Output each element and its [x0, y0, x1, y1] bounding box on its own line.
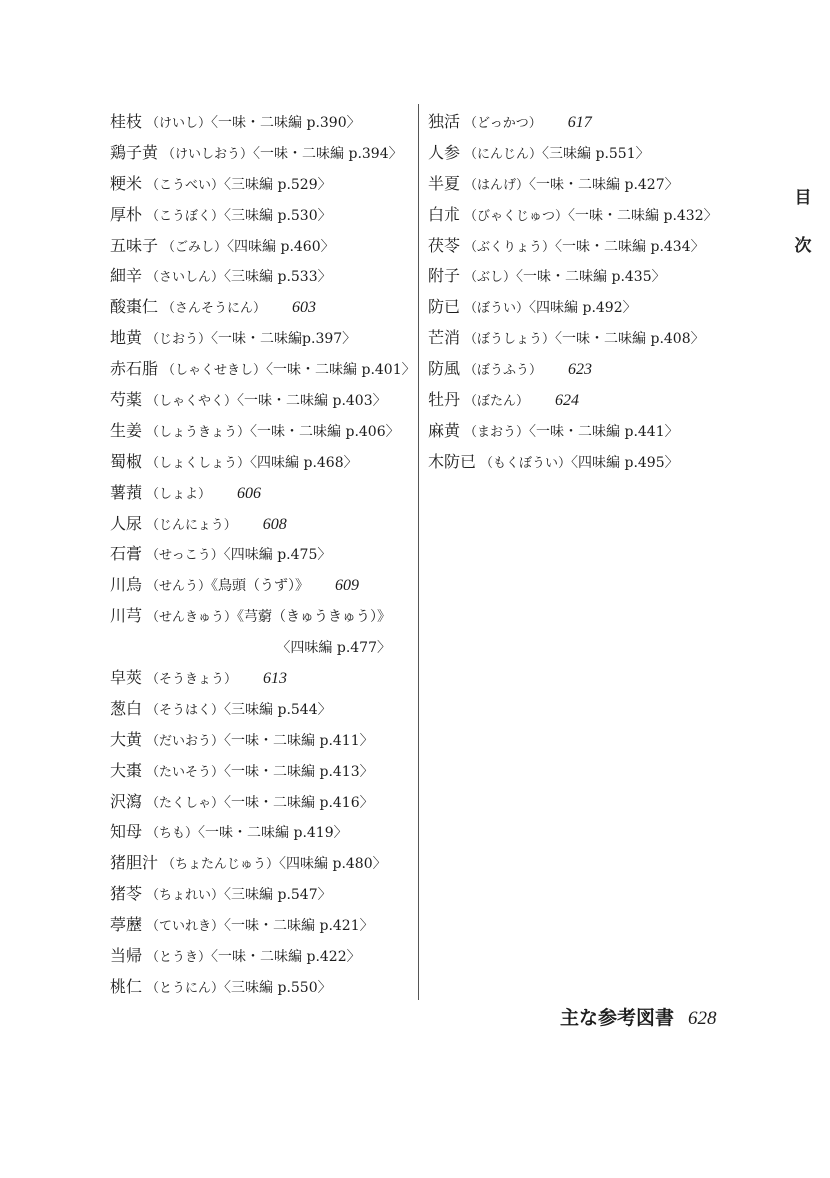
entry-reading: （びゃくじゅつ）	[464, 208, 569, 224]
entry-page-number: 608	[262, 515, 287, 533]
entry-name: 桂枝	[110, 112, 143, 131]
entry-page-number: 623	[568, 361, 593, 379]
entry-name: 白朮	[428, 204, 461, 224]
entry-name: 独活	[428, 112, 461, 131]
entry-name: 五味子	[110, 235, 159, 255]
toc-entry[interactable]	[110, 107, 415, 138]
toc-entry[interactable]	[428, 385, 758, 416]
entry-name: 茯苓	[428, 235, 461, 255]
entry-reading: （しょくしょう）	[146, 455, 251, 471]
entry-reference: 〈一味・二味編 p.416〉	[224, 794, 374, 811]
entry-reading: （たくしゃ）	[146, 795, 225, 811]
entry-reading: （たいそう）	[146, 764, 225, 780]
entry-reading: （ぼうい）	[464, 301, 530, 317]
entry-reading: （ていれき）	[146, 919, 225, 935]
toc-entry[interactable]	[110, 663, 415, 694]
entry-reference: 〈一味・二味編 p.411〉	[224, 732, 374, 749]
toc-entry[interactable]	[428, 169, 758, 200]
entry-reference: 〈三味編 p.547〉	[224, 887, 332, 904]
entry-page-number: 624	[555, 392, 580, 410]
entry-name: 人参	[428, 142, 461, 162]
entry-reading: （しゃくやく）	[146, 394, 238, 410]
entry-name: 知母	[110, 822, 143, 842]
entry-name: 生姜	[110, 420, 143, 440]
entry-reference: 〈三味編 p.533〉	[224, 269, 332, 286]
entry-reference: 〈一味・二味編 p.432〉	[568, 207, 718, 224]
entry-reference: 〈四味編 p.460〉	[227, 238, 335, 255]
entry-name: 酸棗仁	[110, 297, 159, 317]
entry-name: 赤石脂	[110, 359, 159, 379]
toc-entry[interactable]	[428, 138, 758, 169]
entry-name: 地黄	[110, 328, 143, 348]
entry-name: 桃仁	[110, 976, 143, 996]
entry-reading: （さいしん）	[146, 270, 225, 286]
entry-reference: 〈一味・二味編 p.434〉	[555, 238, 705, 255]
entry-name: 葱白	[110, 698, 143, 718]
entry-reading: （とうき）	[146, 950, 212, 966]
entry-reference: 〈三味編 p.529〉	[224, 176, 332, 193]
entry-reading: （そうはく）	[146, 702, 225, 718]
entry-name: 半夏	[428, 173, 461, 193]
entry-reading: （ぼうしょう）	[464, 332, 556, 348]
column-divider	[418, 104, 419, 1000]
toc-entry[interactable]	[428, 261, 758, 292]
entry-reference: 〈一味・二味編 p.421〉	[224, 918, 374, 935]
entry-reading: （どっかつ）	[464, 116, 542, 131]
entry-page-number: 609	[335, 577, 360, 595]
entry-name: 麻黄	[428, 420, 461, 440]
entry-reference: 《鳥頭（うず）》	[211, 578, 310, 595]
toc-entry[interactable]	[110, 910, 415, 941]
toc-right-column	[428, 107, 758, 478]
entry-reference: 〈四味編 p.495〉	[571, 454, 679, 471]
toc-entry[interactable]	[110, 292, 415, 323]
entry-reading: （まおう）	[464, 424, 530, 440]
entry-reference: 〈一味・二味編 p.390〉	[211, 115, 361, 131]
toc-entry[interactable]	[110, 261, 415, 292]
entry-name: 芍薬	[110, 390, 143, 410]
entry-name: 防已	[428, 297, 461, 317]
toc-entry[interactable]	[110, 200, 415, 231]
entry-reading: （じんにょう）	[146, 517, 237, 533]
toc-entry[interactable]	[110, 694, 415, 725]
toc-left-column	[110, 107, 415, 1003]
entry-reference: 〈一味・二味編 p.441〉	[529, 423, 679, 440]
toc-entry[interactable]	[110, 817, 415, 848]
entry-name: 葶藶	[110, 915, 143, 935]
entry-reading: （せっこう）	[146, 548, 224, 564]
toc-entry[interactable]	[110, 632, 415, 663]
toc-entry[interactable]	[110, 323, 415, 354]
entry-reading: （とうにん）	[146, 980, 225, 996]
entry-reading: （ぶし）	[464, 270, 517, 286]
toc-entry[interactable]	[428, 323, 758, 354]
entry-reading: （しょよ）	[146, 486, 212, 502]
entry-reading: （だいおう）	[146, 733, 225, 749]
entry-name: 猪胆汁	[110, 853, 159, 873]
entry-reading: （けいしおう）	[162, 146, 254, 162]
entry-reference: 〈一味・二味編 p.435〉	[516, 269, 666, 286]
toc-entry[interactable]	[428, 200, 758, 231]
entry-reference: 〈三味編 p.530〉	[224, 207, 332, 224]
entry-reference: 《芎藭（きゅうきゅう）》	[237, 609, 392, 626]
entry-page-number: 613	[263, 670, 288, 688]
entry-reading: （ぼたん）	[464, 394, 530, 410]
entry-reference: 〈三味編 p.550〉	[224, 979, 332, 996]
entry-reference: 〈一味・二味編 p.422〉	[211, 949, 361, 966]
entry-name: 当帰	[110, 946, 143, 966]
toc-entry[interactable]	[110, 138, 415, 169]
toc-entry[interactable]	[110, 478, 415, 509]
toc-entry[interactable]	[428, 416, 758, 447]
entry-reading: （にんじん）	[464, 146, 543, 162]
entry-name: 鶏子黄	[110, 142, 159, 162]
toc-entry[interactable]	[428, 447, 758, 478]
entry-name: 人尿	[110, 513, 143, 533]
toc-entry[interactable]	[110, 416, 415, 447]
entry-reading: （ごみし）	[162, 239, 228, 255]
entry-name: 防風	[428, 359, 461, 379]
entry-reading: （しゃくせきし）	[162, 363, 267, 379]
entry-reference: 〈三味編 p.544〉	[224, 701, 332, 718]
entry-reference: 〈四味編 p.477〉	[276, 640, 391, 657]
entry-reference: 〈一味・二味編 p.408〉	[555, 331, 705, 348]
toc-entry[interactable]	[110, 447, 415, 478]
entry-reading: （ちも）	[146, 826, 199, 842]
entry-reference: 〈一味・二味編 p.401〉	[266, 362, 416, 379]
toc-entry[interactable]	[110, 879, 415, 910]
entry-name: 厚朴	[110, 204, 143, 224]
toc-entry[interactable]	[110, 169, 415, 200]
entry-page-number: 606	[237, 484, 262, 502]
entry-reading: （こうべい）	[146, 177, 225, 193]
entry-name: 沢瀉	[110, 791, 143, 811]
side-tab	[790, 183, 816, 279]
entry-reading: （そうきょう）	[146, 672, 238, 688]
toc-entry[interactable]	[428, 354, 758, 385]
entry-reading: （もくぼうい）	[480, 455, 572, 471]
entry-name: 芒消	[428, 328, 461, 348]
entry-page-number: 617	[567, 114, 592, 131]
entry-reference: 〈一味・二味編 p.413〉	[224, 763, 374, 780]
toc-entry[interactable]	[110, 601, 415, 632]
entry-name: 川芎	[110, 606, 143, 626]
toc-entry[interactable]	[110, 354, 415, 385]
toc-entry[interactable]	[110, 231, 415, 262]
toc-entry[interactable]	[110, 385, 415, 416]
toc-entry[interactable]	[428, 231, 758, 262]
entry-name: 皁莢	[110, 668, 143, 688]
entry-name: 木防已	[428, 451, 477, 471]
toc-entry[interactable]	[110, 941, 415, 972]
toc-entry[interactable]	[110, 725, 415, 756]
entry-reading: （さんそうにん）	[162, 301, 267, 317]
entry-reading: （ぼうふう）	[464, 363, 543, 379]
entry-reading: （ぶくりょう）	[464, 239, 556, 255]
entry-reference: 〈一味・二味編 p.406〉	[250, 423, 400, 440]
entry-reading: （こうぼく）	[146, 208, 225, 224]
entry-reading: （じおう）	[146, 332, 212, 348]
entry-name: 猪苓	[110, 884, 143, 904]
entry-name: 附子	[428, 266, 461, 286]
entry-reading: （せんきゅう）	[146, 610, 238, 626]
toc-entry[interactable]	[110, 509, 415, 540]
entry-reading: （ちょたんじゅう）	[162, 857, 280, 873]
entry-reference: 〈四味編 p.468〉	[250, 454, 358, 471]
entry-reading: （ちょれい）	[146, 888, 225, 904]
entry-reference: 〈一味・二味編p.397〉	[211, 331, 357, 348]
entry-reference: 〈一味・二味編 p.427〉	[529, 176, 679, 193]
entry-name: 細辛	[110, 266, 143, 286]
entry-reference: 〈一味・二味編 p.419〉	[198, 825, 348, 842]
references-label: 主な参考図書	[560, 1007, 675, 1029]
toc-entry[interactable]	[428, 107, 758, 138]
references-entry[interactable]	[560, 1003, 717, 1030]
entry-reference: 〈四味編 p.492〉	[529, 300, 637, 317]
entry-page-number: 603	[292, 299, 317, 317]
side-tab-char-2: 次	[794, 236, 812, 256]
entry-reading: （けいし）	[146, 116, 212, 131]
entry-reference: 〈一味・二味編 p.394〉	[253, 145, 403, 162]
entry-name: 川烏	[110, 575, 143, 595]
entry-reference: 〈四味編 p.475〉	[223, 547, 332, 564]
entry-name: 粳米	[110, 173, 143, 193]
entry-reference: 〈三味編 p.551〉	[542, 145, 650, 162]
references-page-number: 628	[688, 1008, 717, 1029]
toc-entry[interactable]	[110, 848, 415, 879]
entry-name: 薯蕷	[110, 482, 143, 502]
toc-entry[interactable]	[110, 787, 415, 818]
toc-entry[interactable]	[428, 292, 758, 323]
toc-entry[interactable]	[110, 570, 415, 601]
toc-entry[interactable]	[110, 972, 415, 1003]
entry-reference: 〈四味編 p.480〉	[279, 856, 387, 873]
entry-name: 大棗	[110, 760, 143, 780]
entry-name: 大黄	[110, 729, 143, 749]
toc-entry[interactable]	[110, 756, 415, 787]
entry-name: 牡丹	[428, 390, 461, 410]
entry-name: 蜀椒	[110, 451, 143, 471]
toc-entry[interactable]	[110, 539, 415, 570]
entry-name: 石膏	[110, 544, 143, 564]
entry-reading: （せんう）	[146, 579, 212, 595]
entry-reading: （はんげ）	[464, 177, 530, 193]
entry-reading: （しょうきょう）	[146, 424, 251, 440]
entry-reference: 〈一味・二味編 p.403〉	[237, 393, 387, 410]
side-tab-char-1: 目	[794, 188, 812, 208]
